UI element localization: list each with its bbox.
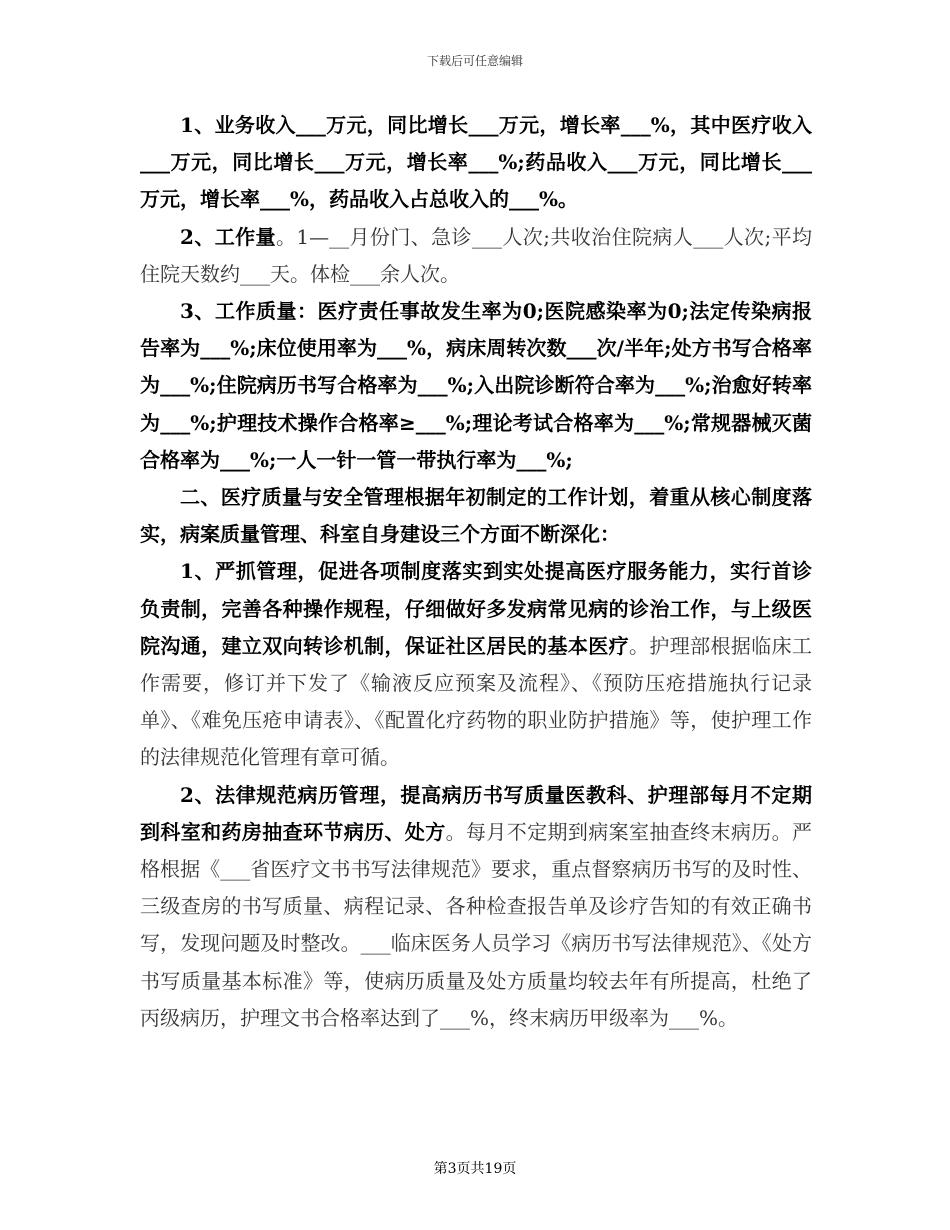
page-header: 下载后可任意编辑 [426, 54, 523, 68]
paragraph-records [140, 777, 812, 1037]
paragraph-income [140, 107, 812, 219]
paragraph-bold-text: 3、工作质量：医疗责任事故发生率为0;医院感染率为0;法定传染病报告率为___%;床位使用率为___%，病床周转次数___次/半年;处方书写合格率为___%;住院病历书写合格率为___%;入出院诊断符合率为___%;治愈好转率为___%;护理技术操作合格率≥___%;理论考试合格率为___%;常规器械灭菌合格率为___%;一人一针一管一带执行率为___%; [140, 299, 812, 472]
paragraph-normal-text: 。1—__月份门、急诊___人次;共收治住院病人___人次;平均住院天数约___天。体检___余人次。 [140, 224, 812, 286]
paragraph-normal-text: 。护理部根据临床工作需要，修订并下发了《输液反应预案及流程》、《预防压疮措施执行记录单》、《难免压疮申请表》、《配置化疗药物的职业防护措施》等，使护理工作的法律规范化管理有章可循。 [140, 633, 812, 770]
page-footer: 第3页共19页 [433, 1161, 517, 1177]
paragraph-bold-text: 1、业务收入___万元，同比增长___万元，增长率___%，其中医疗收入___万元，同比增长___万元，增长率___%;药品收入___万元，同比增长___万元，增长率___%，药品收入占总收入的___%。 [140, 113, 812, 212]
paragraph-bold-text: 2、工作量 [180, 224, 276, 249]
paragraph-bold-text: 二、医疗质量与安全管理根据年初制定的工作计划，着重从核心制度落实，病案质量管理、科室自身建设三个方面不断深化： [140, 485, 812, 547]
paragraph-bold-text: 2、法律规范病历管理，提高病历书写质量医教科、护理部每月不定期到科室和药房抽查环节病历、处方 [140, 782, 812, 844]
document-body [140, 107, 812, 1037]
paragraph-normal-text: 。每月不定期到病案室抽查终末病历。严格根据《___省医疗文书书写法律规范》要求，重点督察病历书写的及时性、三级查房的书写质量、病程记录、各种检查报告单及诊疗告知的有效正确书写，发现问题及时整改。___临床医务人员学习《病历书写法律规范》、《处方书写质量基本标准》等，使病历质量及处方质量均较去年有所提高，杜绝了丙级病历，护理文书合格率达到了___%，终末病历甲级率为___%。 [140, 819, 812, 1030]
paragraph-quality [140, 293, 812, 479]
paragraph-workload [140, 219, 812, 293]
paragraph-bold-text: 1、严抓管理，促进各项制度落实到实处提高医疗服务能力，实行首诊负责制，完善各种操作规程，仔细做好多发病常见病的诊治工作，与上级医院沟通，建立双向转诊机制，保证社区居民的基本医疗 [140, 559, 812, 658]
paragraph-section-two [140, 479, 812, 553]
paragraph-management [140, 553, 812, 776]
